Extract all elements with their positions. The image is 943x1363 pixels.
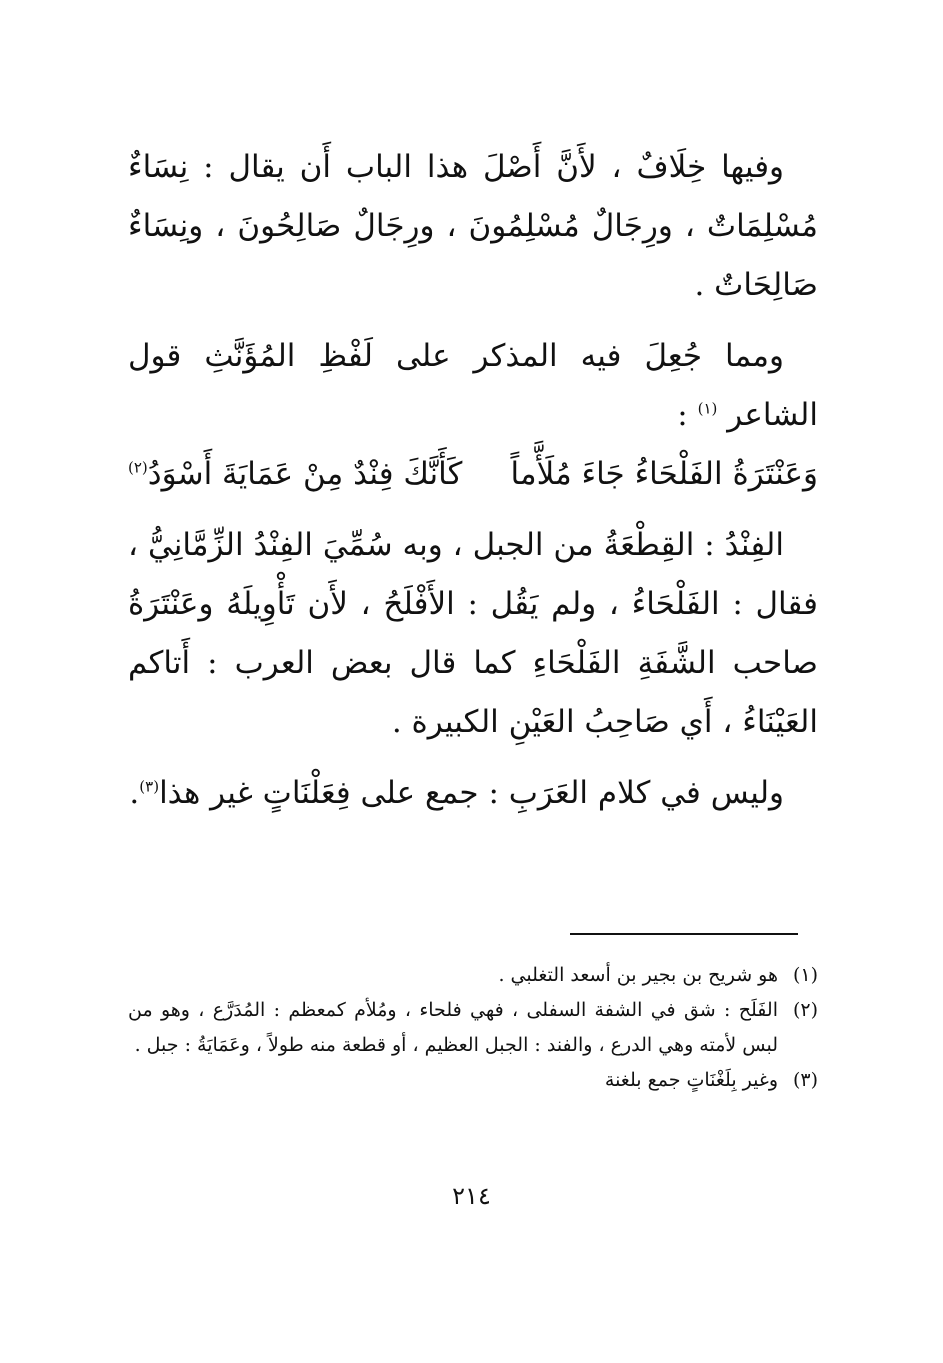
footnote-ref-1: (١) (697, 399, 718, 418)
page-number: ٢١٤ (452, 1182, 491, 1210)
verse-first-hemistich: وَعَنْتَرَةُ الفَلْحَاءُ جَاءَ مُلَأَّماً (510, 456, 818, 492)
paragraph-2-text: ومما جُعِلَ فيه المذكر على لَفْظِ المُؤَنَّثِ قول الشاعر (128, 338, 818, 433)
main-text (128, 138, 818, 823)
footnote-number: (٣) (792, 1069, 818, 1091)
paragraph-4-text: وليس في كلام العَرَبِ : جمع على فِعَلْنَاتٍ غير هذا (159, 775, 784, 811)
footnote-ref-3: (٣) (139, 777, 160, 796)
footnotes (128, 958, 818, 1098)
footnote-text: هو شريح بن بجير بن أسعد التغلبي . (498, 964, 778, 986)
paragraph-4-period: . (129, 775, 140, 811)
paragraph-2 (128, 327, 818, 445)
paragraph-1: وفيها خِلَافٌ ، لأَنَّ أَصْلَ هذا الباب أَن يقال : نِسَاءٌ مُسْلِمَاتٌ ، ورِجَالٌ مُسْلِمُونَ ، ورِجَالٌ صَالِحُونَ ، ونِسَاءٌ صَالِحَاتٌ . (128, 149, 818, 303)
footnote-3 (128, 1063, 818, 1098)
footnote-text: الفَلَح : شق في الشفة السفلى ، فهي فلحاء ، ومُلأم كمعظم : المُدَرَّع ، وهو من لبس لأمته وهي الدرع ، والفند : الجبل العظيم ، أو قطعة منه طولاً ، وعَمَايَةُ : جبل . (128, 999, 778, 1056)
footnote-1 (128, 958, 818, 993)
footnote-number: (١) (792, 964, 818, 986)
paragraph-3: الفِنْدُ : القِطْعَةُ من الجبل ، وبه سُمِّيَ الفِنْدُ الزِّمَّانِيُّ ، فقال : الفَلْحَاءُ ، ولم يَقُل : الأَفْلَحُ ، لأَن تَأْوِيلَهُ وعَنْتَرَةُ صاحب الشَّفَةِ الفَلْحَاءِ كما قال بعض العرب : أَتاكم العَيْنَاءُ ، أَي صَاحِبُ العَيْنِ الكبيرة . (128, 527, 818, 740)
footnote-ref-2: (٢) (128, 458, 148, 477)
paragraph-2-colon: : (677, 397, 698, 433)
verse-second-hemistich-text: كَأَنَّكَ فِنْدٌ مِنْ عَمَايَةَ أَسْوَدُ (147, 456, 463, 492)
footnote-2 (128, 993, 818, 1063)
paragraph-4 (128, 764, 818, 823)
poem-verse (128, 445, 818, 504)
footnote-text: وغير بِلَغْنَاتٍ جمع بلغنة (604, 1069, 778, 1091)
footnote-separator (570, 933, 798, 935)
verse-second-hemistich (128, 445, 462, 504)
footnote-number: (٢) (792, 999, 818, 1021)
